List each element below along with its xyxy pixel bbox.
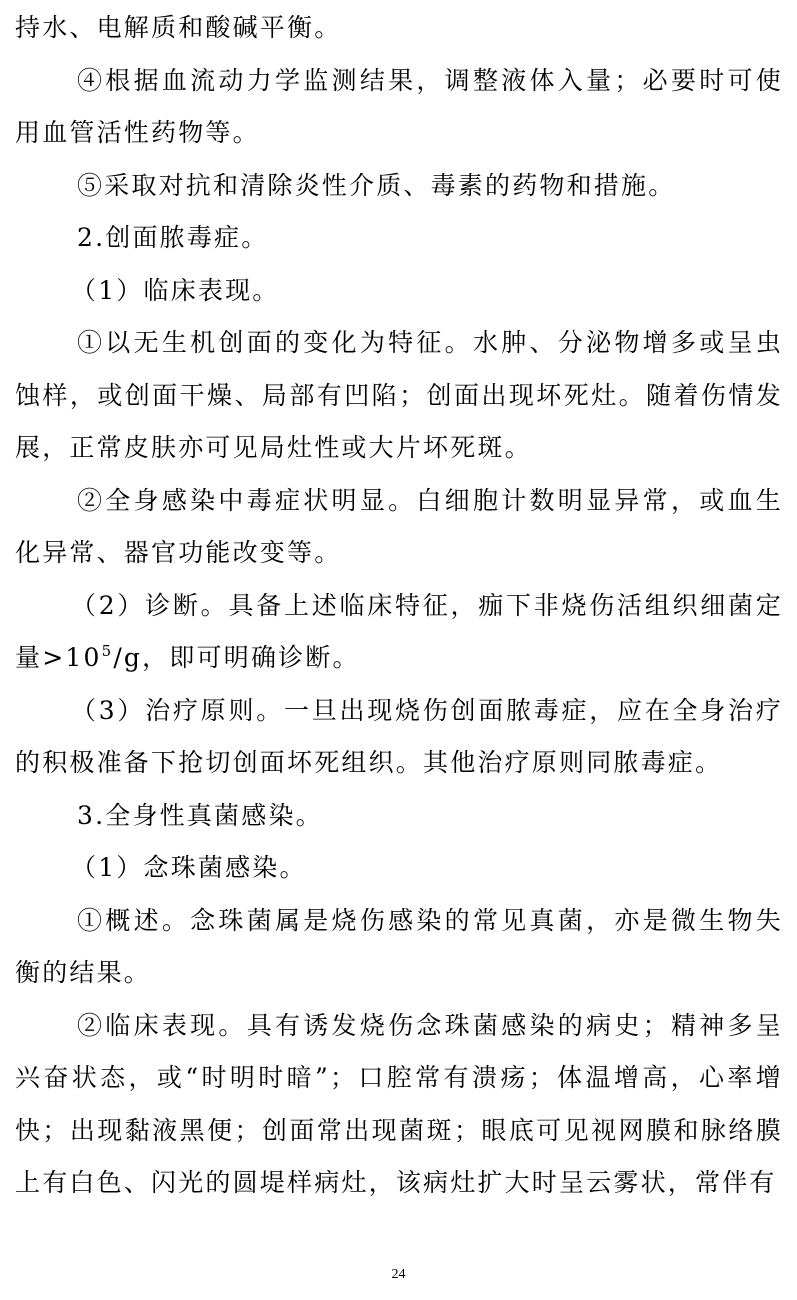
page-number: 24	[391, 1267, 406, 1282]
diagnosis-exponent: 5	[101, 642, 114, 660]
section-heading-fungal-infection: 3.全身性真菌感染。	[77, 800, 323, 830]
paragraph-wound-features: ①以无生机创面的变化为特征。水肿、分泌物增多或呈虫蚀样，或创面干燥、局部有凹陷；创面出现坏死灶。随着伤情发展，正常皮肤亦可见局灶性或大片坏死斑。	[15, 328, 783, 462]
paragraph-continuation: 持水、电解质和酸碱平衡。	[15, 13, 342, 42]
paragraph-item-5: ⑤采取对抗和清除炎性介质、毒素的药物和措施。	[77, 170, 676, 200]
paragraph-treatment-principle: （3）治疗原则。一旦出现烧伤创面脓毒症，应在全身治疗的积极准备下抢切创面坏死组织。其他治疗原则同脓毒症。	[15, 695, 783, 777]
paragraph-diagnosis	[15, 580, 783, 685]
document-body	[15, 2, 783, 1210]
subheading-candida-infection: （1）念珠菌感染。	[71, 853, 307, 882]
section-heading-wound-sepsis: 2.创面脓毒症。	[77, 223, 269, 252]
diagnosis-text-before: （2）诊断。具备上述临床特征，痂下非烧伤活组织细菌定量>10	[15, 590, 783, 672]
paragraph-overview: ①概述。念珠菌属是烧伤感染的常见真菌，亦是微生物失衡的结果。	[15, 905, 783, 987]
subheading-clinical-manifestation: （1）临床表现。	[71, 275, 280, 305]
paragraph-item-4: ④根据血流动力学监测结果，调整液体入量；必要时可使用血管活性药物等。	[15, 65, 783, 147]
paragraph-systemic-symptoms: ②全身感染中毒症状明显。白细胞计数明显异常，或血生化异常、器官功能改变等。	[15, 485, 783, 567]
paragraph-candida-clinical: ②临床表现。具有诱发烧伤念珠菌感染的病史；精神多呈兴奋状态，或“时明时暗”；口腔常有溃疡；体温增高，心率增快；出现黏液黑便；创面常出现菌斑；眼底可见视网膜和脉络膜上有白色、闪光的圆堤样病灶，该病灶扩大时呈云雾状，常伴有	[15, 1010, 783, 1197]
diagnosis-text-after: /g，即可明确诊断。	[113, 643, 360, 672]
